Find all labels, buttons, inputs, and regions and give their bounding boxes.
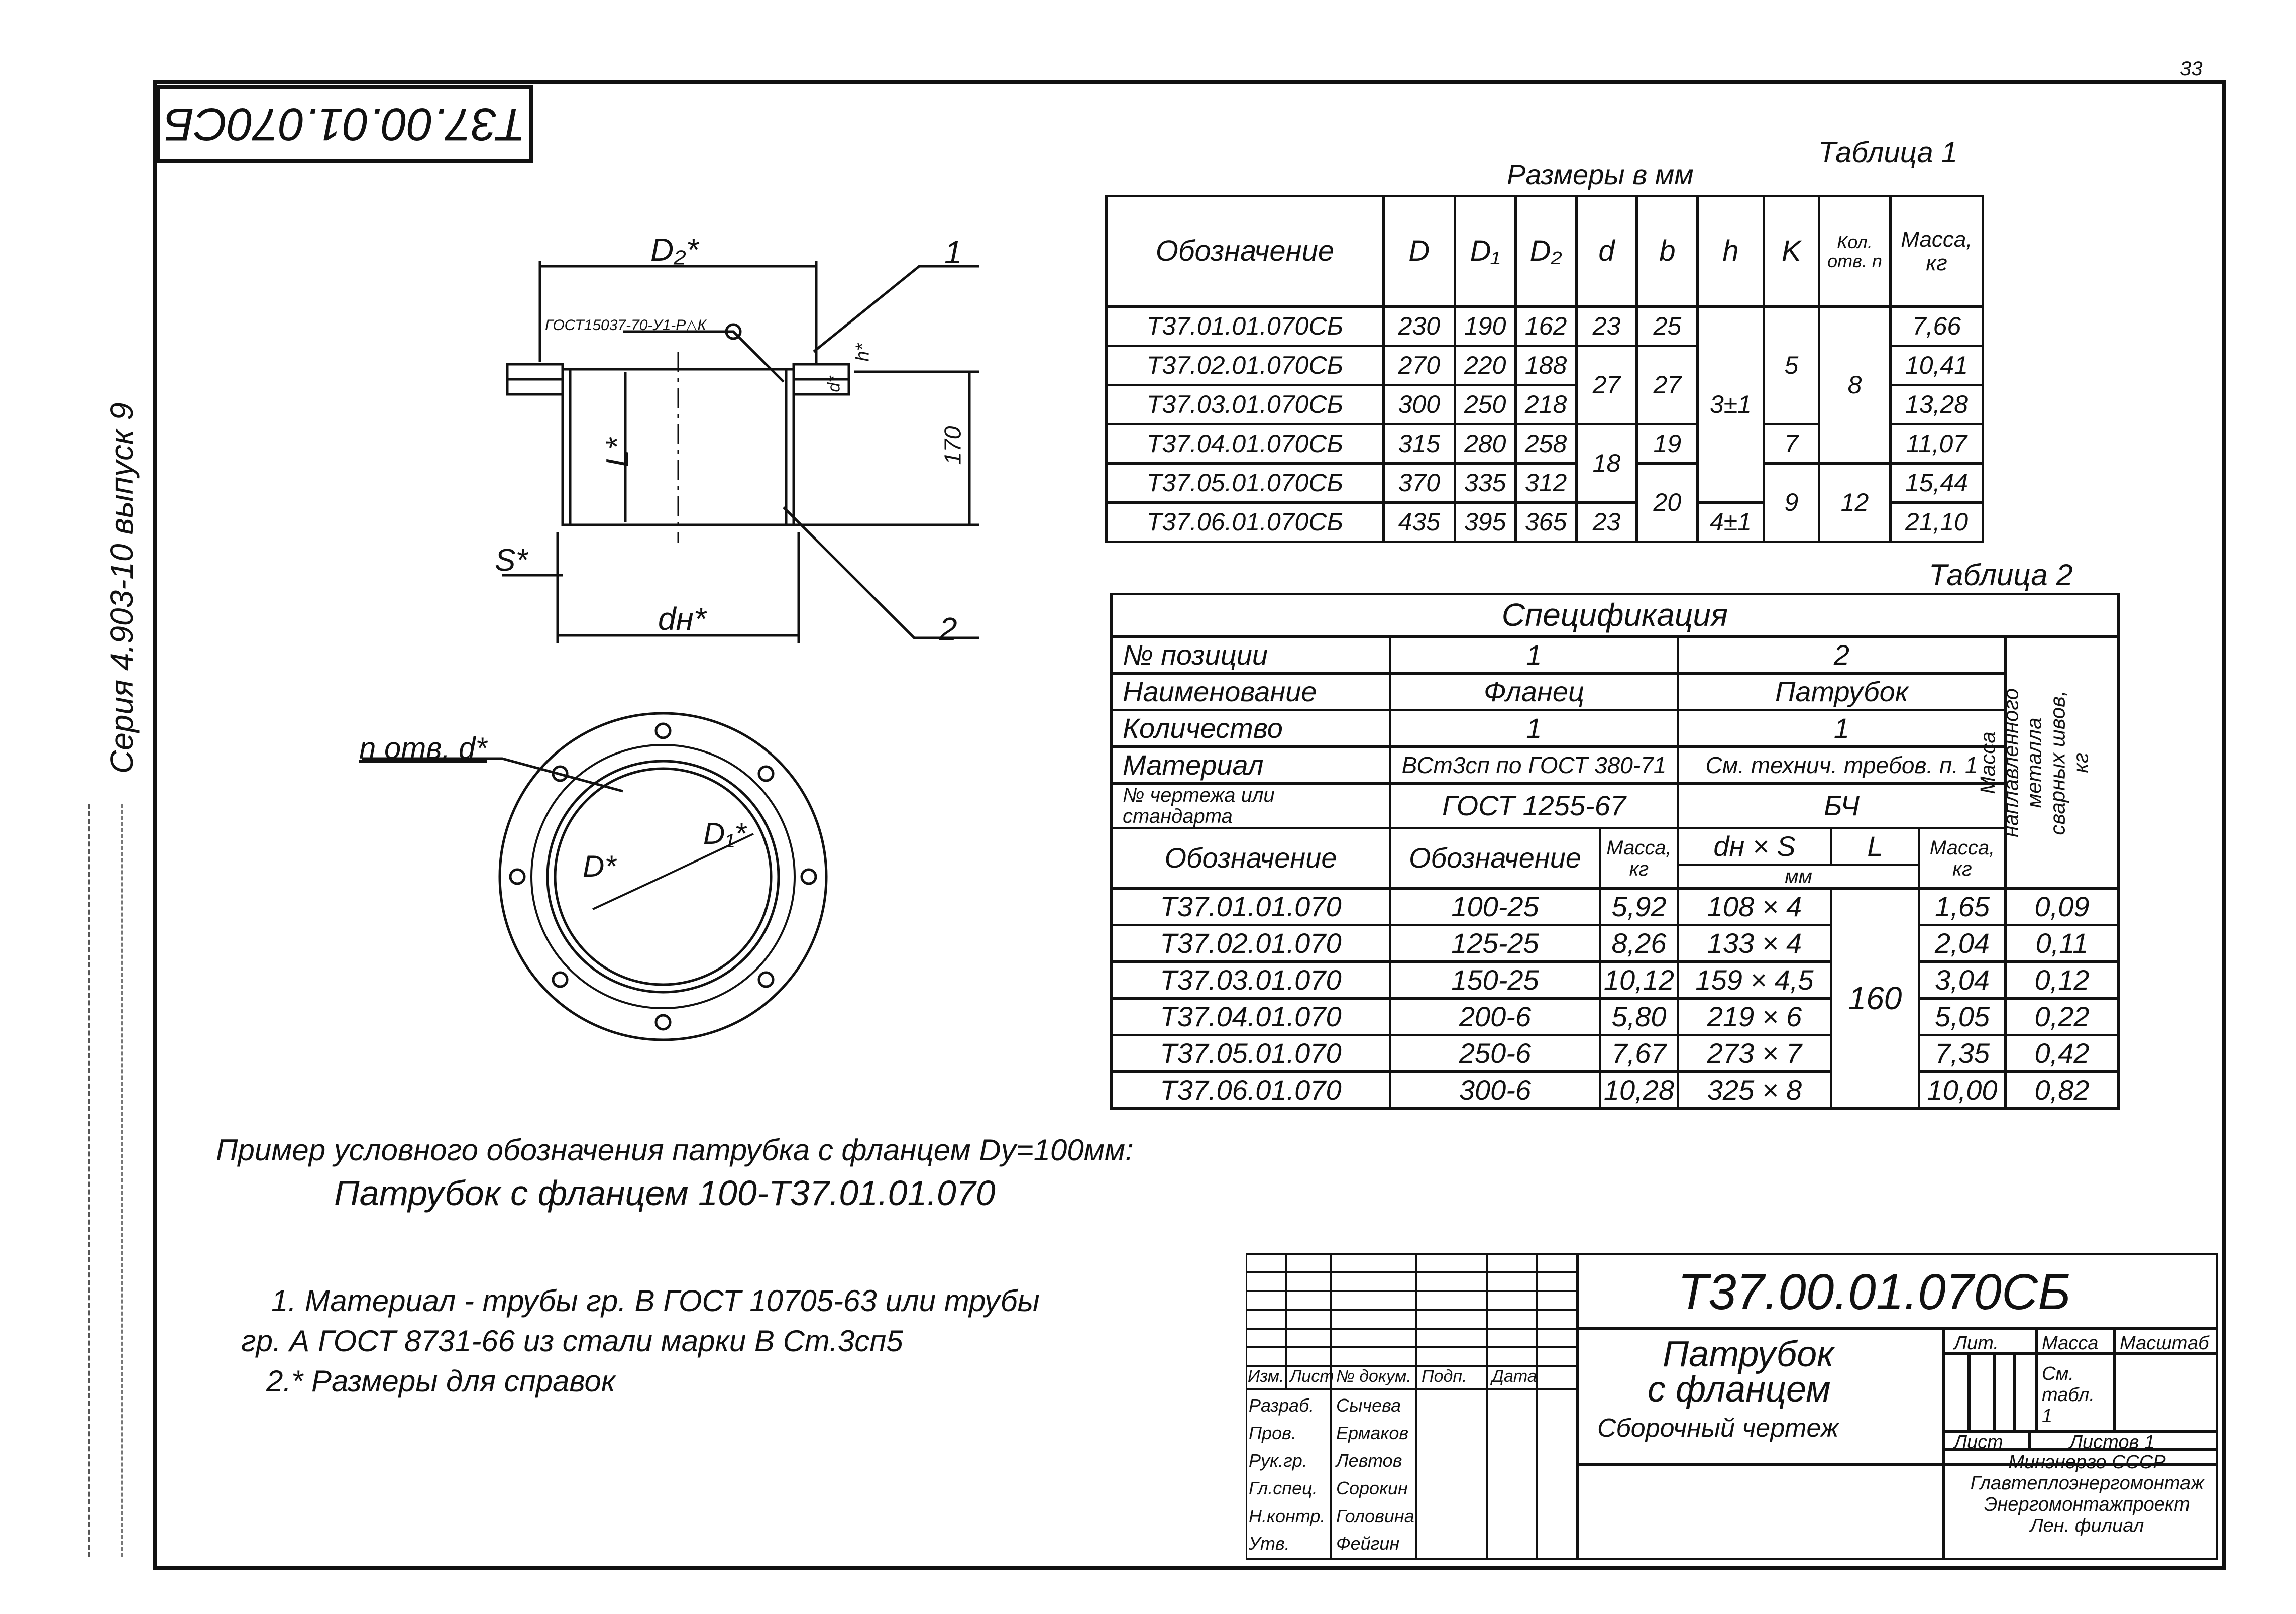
table1-units: Размеры в мм (1507, 159, 1694, 190)
table-cell: 11,07 (1890, 424, 1983, 464)
table-cell: 5,92 (1600, 889, 1678, 925)
table-cell: 1,65 (1919, 889, 2005, 925)
table-cell: 23 (1576, 307, 1637, 346)
assembly-drawing (0, 0, 1130, 1120)
table-cell: 3±1 (1698, 307, 1764, 503)
organization: Минэнерго СССР Главтеплоэнергомонтаж Энергомонтажпроект Лен. филиал (1970, 1452, 2204, 1536)
table-cell: 0,42 (2006, 1035, 2119, 1072)
table-cell: 10,00 (1919, 1072, 2005, 1109)
table-cell: 108 × 4 (1678, 889, 1831, 925)
table-row (1112, 1035, 2119, 1072)
table-cell: БЧ (1678, 784, 2005, 828)
table-cell: 10,12 (1600, 962, 1678, 999)
table-row (1107, 196, 1983, 307)
table-cell: 273 × 7 (1678, 1035, 1831, 1072)
table-cell: 133 × 4 (1678, 925, 1831, 962)
gost-weld-note: ГОСТ15037-70-У1-Р△К (545, 317, 707, 334)
S-dim-label: S* (495, 543, 528, 578)
note-2: 2.* Размеры для справок (266, 1364, 616, 1398)
table2-caption: Таблица 2 (1929, 558, 2073, 592)
table-row (1112, 637, 2119, 674)
table-cell: Т37.03.01.070СБ (1107, 385, 1384, 424)
table-cell: Количество (1112, 710, 1390, 747)
table-cell: 162 (1515, 307, 1576, 346)
example-line-1: Пример условного обозначения патрубка с фланцем Dу=100мм: (216, 1133, 1134, 1167)
table1-caption: Таблица 1 (1818, 136, 1958, 169)
th-K: K (1764, 196, 1819, 307)
table-cell: 300-6 (1390, 1072, 1600, 1109)
table-cell: 325 × 8 (1678, 1072, 1831, 1109)
table-cell: 230 (1383, 307, 1455, 346)
th-D2: D₂ (1515, 196, 1576, 307)
stamp-code: Т37.00.01.070СБ (157, 85, 533, 163)
table-cell: 250-6 (1390, 1035, 1600, 1072)
table-cell: Наименование (1112, 674, 1390, 710)
table-cell: 435 (1383, 503, 1455, 542)
table-cell: 5,80 (1600, 999, 1678, 1035)
table-cell: Т37.02.01.070 (1112, 925, 1390, 962)
table-row (1112, 828, 2119, 865)
table-cell: 2 (1678, 637, 2005, 674)
height-170-label: 170 (939, 426, 966, 465)
position-2-label: 2 (939, 611, 957, 647)
table-cell: 20 (1637, 464, 1698, 542)
title-doc-type: Сборочный чертеж (1597, 1414, 1839, 1443)
table-cell: 13,28 (1890, 385, 1983, 424)
example-line-2: Патрубок с фланцем 100-Т37.01.01.070 (334, 1173, 996, 1213)
table-cell: 280 (1455, 424, 1515, 464)
table-cell: 8 (1819, 307, 1891, 464)
d-dim-label: d* (824, 376, 844, 392)
table-cell: 395 (1455, 503, 1515, 542)
table-row (1112, 999, 2119, 1035)
table-cell: Т37.01.01.070 (1112, 889, 1390, 925)
dn-dim-label: dн* (658, 601, 706, 637)
table-cell: 12 (1819, 464, 1891, 542)
table-cell: 3,04 (1919, 962, 2005, 999)
table-cell: мм (1678, 865, 1919, 889)
table-cell: 7,67 (1600, 1035, 1678, 1072)
title-block: Изм. Лист № докум. Подп. Дата Разраб. Пров. Рук.гр. Гл.спец. Н.контр. Утв. Сычева Ермаков Левтов Сорокин Головина Фейгин Т37.00.01.070СБ Патрубок с фланцем Сборочный чертеж Лит. Масса Масштаб См. табл. 1 Лист Листов 1 Минэнерго СССР Главтеплоэнергомонтаж Энергомонтажпроект Лен. филиал (1246, 1253, 2218, 1560)
side-series-text: Серия 4.903-10 выпуск 9 (103, 402, 140, 774)
table-cell: Т37.05.01.070СБ (1107, 464, 1384, 503)
dimensions-table (1105, 195, 1984, 543)
table-cell: Фланец (1390, 674, 1678, 710)
table-row (1112, 784, 2119, 828)
table-cell: 21,10 (1890, 503, 1983, 542)
table-cell: 200-6 (1390, 999, 1600, 1035)
note-1b: гр. А ГОСТ 8731-66 из стали марки В Ст.3сп5 (241, 1324, 903, 1358)
table-cell: 159 × 4,5 (1678, 962, 1831, 999)
table-row (1107, 307, 1983, 346)
th-holes: Кол. отв. n (1819, 196, 1891, 307)
table-cell: 1 (1678, 710, 2005, 747)
table-cell: 250 (1455, 385, 1515, 424)
roles-column: Разраб. Пров. Рук.гр. Гл.спец. Н.контр. Утв. (1249, 1395, 1326, 1554)
table-row (1112, 594, 2119, 637)
table-cell: 15,44 (1890, 464, 1983, 503)
title-name-1: Патрубок (1663, 1334, 1834, 1374)
table-cell: L (1831, 828, 1919, 865)
table-cell: Масса, кг (1600, 828, 1678, 889)
table-cell: 27 (1637, 346, 1698, 424)
table-cell: Т37.06.01.070СБ (1107, 503, 1384, 542)
table-cell: Масса, кг (1919, 828, 2005, 889)
table-row (1112, 925, 2119, 962)
table-cell: 5 (1764, 307, 1819, 424)
table-cell: Т37.04.01.070СБ (1107, 424, 1384, 464)
spec-title: Спецификация (1112, 594, 2119, 637)
th-d: d (1576, 196, 1637, 307)
table-cell: 1 (1390, 637, 1678, 674)
L-dim-label: L* (600, 438, 635, 467)
D1-dim-label: D₁* (703, 817, 746, 850)
page-number: 33 (2180, 58, 2203, 80)
table-cell: 160 (1831, 889, 1919, 1109)
table-cell: dн × S (1678, 828, 1831, 865)
table-cell: № позиции (1112, 637, 1390, 674)
table-cell: 19 (1637, 424, 1698, 464)
note-1a: 1. Материал - трубы гр. В ГОСТ 10705-63 или трубы (271, 1284, 1040, 1318)
table-cell: 18 (1576, 424, 1637, 503)
table-cell: 100-25 (1390, 889, 1600, 925)
D-dim-label: D* (583, 849, 616, 883)
table-cell: 0,12 (2006, 962, 2119, 999)
table-row (1112, 674, 2119, 710)
table-cell: Т37.03.01.070 (1112, 962, 1390, 999)
th-D1: D₁ (1455, 196, 1515, 307)
specification-table (1110, 593, 2120, 1110)
table-cell: 219 × 6 (1678, 999, 1831, 1035)
table-cell: 0,22 (2006, 999, 2119, 1035)
table-cell: № чертежа или стандарта (1112, 784, 1390, 828)
table-cell: 7 (1764, 424, 1819, 464)
table-row (1112, 710, 2119, 747)
table-cell: Т37.06.01.070 (1112, 1072, 1390, 1109)
table-cell: 25 (1637, 307, 1698, 346)
table-cell: Обозначение (1112, 828, 1390, 889)
table-cell: Обозначение (1390, 828, 1600, 889)
d2-dim-label: D₂* (650, 232, 699, 268)
table-cell: ГОСТ 1255-67 (1390, 784, 1678, 828)
holes-label: n отв. d* (359, 731, 487, 765)
table-cell: 0,11 (2006, 925, 2119, 962)
position-1-label: 1 (944, 234, 962, 270)
table-row (1112, 889, 2119, 925)
table-row (1107, 464, 1983, 503)
table-cell: 7,35 (1919, 1035, 2005, 1072)
table-cell: 10,41 (1890, 346, 1983, 385)
table-cell: См. технич. требов. п. 1 (1678, 747, 2005, 784)
th-b: b (1637, 196, 1698, 307)
table-cell: 270 (1383, 346, 1455, 385)
table-cell: 10,28 (1600, 1072, 1678, 1109)
table-cell: 1 (1390, 710, 1678, 747)
table-cell: 0,82 (2006, 1072, 2119, 1109)
table-cell: 370 (1383, 464, 1455, 503)
table-cell: 335 (1455, 464, 1515, 503)
table-cell: 150-25 (1390, 962, 1600, 999)
table-cell: Т37.05.01.070 (1112, 1035, 1390, 1072)
table-cell: 125-25 (1390, 925, 1600, 962)
table-cell: 27 (1576, 346, 1637, 424)
table-cell: 258 (1515, 424, 1576, 464)
table-cell: 2,04 (1919, 925, 2005, 962)
table-cell: 218 (1515, 385, 1576, 424)
table-cell: 188 (1515, 346, 1576, 385)
th-D: D (1383, 196, 1455, 307)
table-cell: 23 (1576, 503, 1637, 542)
th-mass: Масса, кг (1890, 196, 1983, 307)
table-cell: 9 (1764, 464, 1819, 542)
table-row (1112, 1072, 2119, 1109)
title-name-2: с фланцем (1648, 1369, 1831, 1410)
table-row (1112, 747, 2119, 784)
table-cell: 190 (1455, 307, 1515, 346)
table-cell: 5,05 (1919, 999, 2005, 1035)
table-cell: 220 (1455, 346, 1515, 385)
th-designation: Обозначение (1107, 196, 1384, 307)
table-cell: Материал (1112, 747, 1390, 784)
table-cell: 365 (1515, 503, 1576, 542)
table-cell: Т37.02.01.070СБ (1107, 346, 1384, 385)
table-cell: 0,09 (2006, 889, 2119, 925)
table-cell: 300 (1383, 385, 1455, 424)
table-cell: 7,66 (1890, 307, 1983, 346)
table-row (1112, 962, 2119, 999)
table-cell: Т37.04.01.070 (1112, 999, 1390, 1035)
weld-mass-header: Масса наплавленного металла сварных швов, кг (2006, 637, 2119, 889)
table-cell: Патрубок (1678, 674, 2005, 710)
table-cell: 4±1 (1698, 503, 1764, 542)
th-h: h (1698, 196, 1764, 307)
people-column: Сычева Ермаков Левтов Сорокин Головина Фейгин (1336, 1395, 1414, 1554)
table-cell: 8,26 (1600, 925, 1678, 962)
table-cell: 315 (1383, 424, 1455, 464)
h-dim-label: h* (852, 343, 873, 362)
table-cell: 312 (1515, 464, 1576, 503)
table-cell: Т37.01.01.070СБ (1107, 307, 1384, 346)
table-cell: ВСт3сп по ГОСТ 380-71 (1390, 747, 1678, 784)
title-code: Т37.00.01.070СБ (1678, 1264, 2071, 1320)
